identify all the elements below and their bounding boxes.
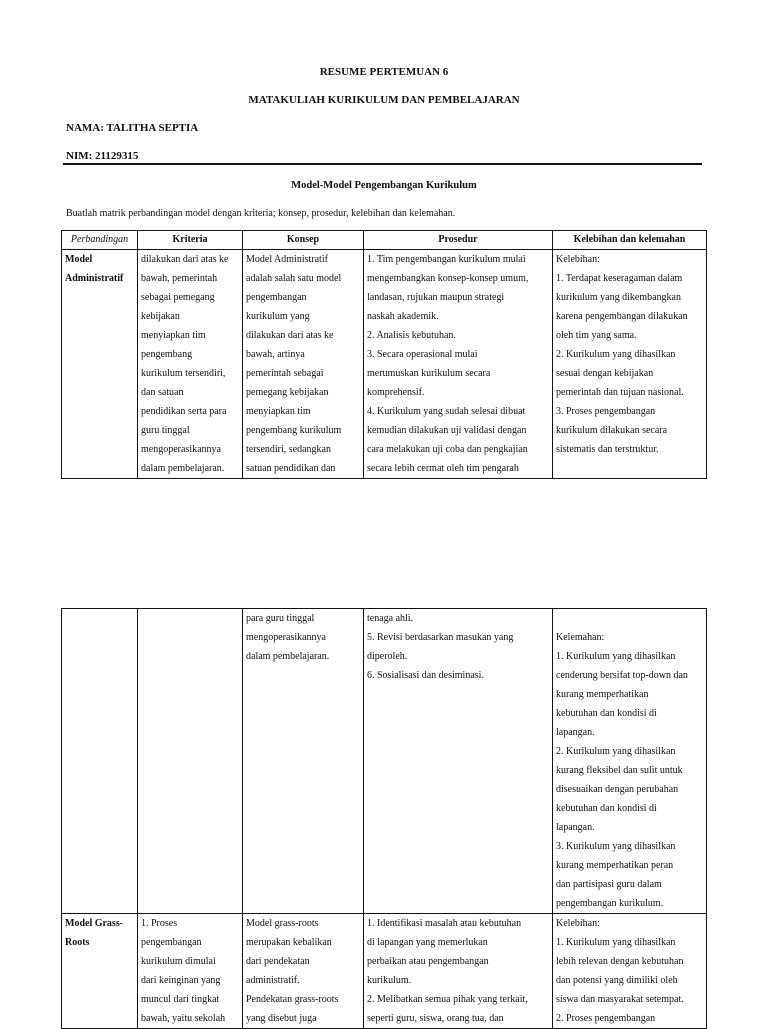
- cell-text-line: dan partisipasi guru dalam: [556, 879, 662, 890]
- cell-text-line: 1. Tim pengembangan kurikulum mulai: [367, 254, 526, 265]
- cell-text-line: 1. Terdapat keseragaman dalam: [556, 273, 683, 284]
- cell-text-line: cara melakukan uji coba dan pengkajian: [367, 444, 528, 455]
- cell-text-line: kurikulum tersendiri,: [141, 368, 226, 379]
- cell-text-line: bawah, yaitu sekolah: [141, 1013, 226, 1024]
- cell-text-line: lapangan.: [556, 822, 595, 833]
- cell-text-line: kurikulum yang: [246, 311, 310, 322]
- kelebihan-cell: [553, 914, 707, 1029]
- cell-text-line: lapangan.: [556, 727, 595, 738]
- prosedur-cell: [364, 914, 553, 1029]
- cell-text-line: 1. Kurikulum yang dihasilkan: [556, 651, 676, 662]
- cell-text-line: kurikulum.: [367, 975, 412, 986]
- cell-text-line: diperoleh.: [367, 651, 408, 662]
- konsep-cell: [243, 250, 364, 479]
- comparison-table-part-2: [61, 608, 707, 1029]
- cell-text-line: secara lebih cermat oleh tim pengarah: [367, 463, 519, 474]
- cell-text-line: dari keinginan yang: [141, 975, 221, 986]
- cell-text-line: muncul dari tingkat: [141, 994, 220, 1005]
- row-label-cell: [62, 609, 138, 914]
- cell-text-line: dan satuan: [141, 387, 184, 398]
- cell-text-line: mengoperasikannya: [246, 632, 326, 643]
- cell-text-line: 2. Kurikulum yang dihasilkan: [556, 349, 676, 360]
- cell-text-line: menyiapkan tim: [141, 330, 206, 341]
- cell-text-line: seperti guru, siswa, orang tua, dan: [367, 1013, 504, 1024]
- konsep-cell: [243, 609, 364, 914]
- cell-text-line: 2. Melibatkan semua pihak yang terkait,: [367, 994, 528, 1005]
- cell-text-line: landasan, rujukan maupun strategi: [367, 292, 505, 303]
- cell-text-line: dilakukan dari atas ke: [246, 330, 334, 341]
- cell-text-line: komprehensif.: [367, 387, 425, 398]
- column-header: Prosedur: [364, 231, 553, 250]
- cell-text-line: kebijakan: [141, 311, 180, 322]
- course-title: MATAKULIAH KURIKULUM DAN PEMBELAJARAN: [248, 94, 520, 106]
- cell-text-line: merupakan kebalikan: [246, 937, 332, 948]
- cell-text-line: mengoperasikannya: [141, 444, 221, 455]
- cell-text-line: pemerintah sebagai: [246, 368, 324, 379]
- cell-text-line: adalah salah satu model: [246, 273, 342, 284]
- cell-text-line: 1. Identifikasi masalah atau kebutuhan: [367, 918, 522, 929]
- row-label: Administratif: [65, 273, 124, 284]
- cell-text-line: Model Administratif: [246, 254, 328, 265]
- cell-text-line: tenaga ahli.: [367, 613, 414, 624]
- column-header: Konsep: [243, 231, 364, 250]
- cell-text-line: administratif.: [246, 975, 300, 986]
- cell-text-line: pengembangan: [141, 937, 202, 948]
- row-label-cell: [62, 250, 138, 479]
- cell-text-line: menyiapkan tim: [246, 406, 311, 417]
- column-header: Kriteria: [138, 231, 243, 250]
- student-nim: NIM: 21129315: [66, 150, 139, 162]
- cell-text-line: oleh tim yang sama.: [556, 330, 637, 341]
- table-row-administratif-continued: [62, 609, 707, 914]
- prosedur-cell: [364, 250, 553, 479]
- cell-text-line: 1. Proses: [141, 918, 178, 929]
- cell-text-line: 3. Kurikulum yang dihasilkan: [556, 841, 676, 852]
- cell-text-line: siswa dan masyarakat setempat.: [556, 994, 684, 1005]
- cell-text-line: pengembangan: [246, 292, 307, 303]
- cell-text-line: para guru tinggal: [246, 613, 315, 624]
- cell-text-line: Pendekatan grass-roots: [246, 994, 339, 1005]
- row-label: Model: [65, 254, 93, 265]
- column-header: Kelebihan dan kelemahan: [553, 231, 707, 250]
- cell-text-line: kurang memperhatikan: [556, 689, 649, 700]
- kelemahan-cell: [553, 609, 707, 914]
- cell-text-line: Kelebihan:: [556, 254, 600, 265]
- cell-text-line: sistematis dan terstruktur.: [556, 444, 659, 455]
- table-row-administratif: [62, 250, 707, 479]
- row-label-cell: [62, 914, 138, 1029]
- cell-text-line: naskah akademik.: [367, 311, 439, 322]
- row-label: Roots: [65, 937, 90, 948]
- cell-text-line: di lapangan yang memerlukan: [367, 937, 488, 948]
- cell-text-line: pendidikan serta para: [141, 406, 227, 417]
- cell-text-line: sesuai dengan kebijakan: [556, 368, 654, 379]
- cell-text-line: kurikulum dilakukan secara: [556, 425, 668, 436]
- cell-text-line: 3. Proses pengembangan: [556, 406, 656, 417]
- cell-text-line: bawah, pemerintah: [141, 273, 218, 284]
- cell-text-line: kebutuhan dan kondisi di: [556, 803, 657, 814]
- cell-text-line: dilakukan dari atas ke: [141, 254, 229, 265]
- cell-text-line: guru tinggal: [141, 425, 190, 436]
- cell-text-line: pengembangan kurikulum.: [556, 898, 664, 909]
- cell-text-line: yang disebut juga: [246, 1013, 317, 1024]
- cell-text-line: Kelemahan:: [556, 632, 605, 643]
- kriteria-cell: [138, 250, 243, 479]
- cell-text-line: pemegang kebijakan: [246, 387, 329, 398]
- cell-text-line: pemerintah dan tujuan nasional.: [556, 387, 684, 398]
- konsep-cell: [243, 914, 364, 1029]
- instruction-text: Buatlah matrik perbandingan model dengan kriteria; konsep, prosedur, kelebihan dan kelemahan.: [66, 208, 456, 219]
- table-row-grass-roots: [62, 914, 707, 1029]
- cell-text-line: merumuskan kurikulum secara: [367, 368, 491, 379]
- cell-text-line: 6. Sosialisasi dan desiminasi.: [367, 670, 484, 681]
- prosedur-cell: [364, 609, 553, 914]
- kelebihan-cell: [553, 250, 707, 479]
- cell-text-line: dalam pembelajaran.: [246, 651, 330, 662]
- cell-text-line: perbaikan atau pengembangan: [367, 956, 489, 967]
- section-title: Model-Model Pengembangan Kurikulum: [291, 180, 477, 191]
- cell-text-line: kurang fleksibel dan sulit untuk: [556, 765, 683, 776]
- comparison-table-part-1: [61, 230, 707, 479]
- table-header-row: [62, 231, 707, 250]
- cell-text-line: dari pendekatan: [246, 956, 310, 967]
- row-label: Model Grass-: [65, 918, 124, 929]
- cell-text-line: kemudian dilakukan uji validasi dengan: [367, 425, 527, 436]
- cell-text-line: kebutuhan dan kondisi di: [556, 708, 657, 719]
- cell-text-line: satuan pendidikan dan: [246, 463, 336, 474]
- blank-line: [556, 609, 703, 628]
- document-title: RESUME PERTEMUAN 6: [319, 66, 449, 78]
- cell-text-line: cenderung bersifat top-down dan: [556, 670, 688, 681]
- cell-text-line: 2. Kurikulum yang dihasilkan: [556, 746, 676, 757]
- cell-text-line: kurikulum dimulai: [141, 956, 216, 967]
- cell-text-line: 3. Secara operasional mulai: [367, 349, 478, 360]
- cell-text-line: pengembang: [141, 349, 193, 360]
- cell-text-line: bawah, artinya: [246, 349, 305, 360]
- cell-text-line: dan potensi yang dimiliki oleh: [556, 975, 678, 986]
- cell-text-line: 2. Proses pengembangan: [556, 1013, 656, 1024]
- cell-text-line: dalam pembelajaran.: [141, 463, 225, 474]
- cell-text-line: lebih relevan dengan kebutuhan: [556, 956, 684, 967]
- cell-text-line: 5. Revisi berdasarkan masukan yang: [367, 632, 514, 643]
- cell-text-line: sebagai pemegang: [141, 292, 215, 303]
- cell-text-line: 2. Analisis kebutuhan.: [367, 330, 456, 341]
- cell-text-line: 4. Kurikulum yang sudah selesai dibuat: [367, 406, 526, 417]
- cell-text-line: Kelebihan:: [556, 918, 600, 929]
- cell-text-line: kurikulum yang dikembangkan: [556, 292, 681, 303]
- cell-text-line: 1. Kurikulum yang dihasilkan: [556, 937, 676, 948]
- kriteria-cell: [138, 914, 243, 1029]
- kriteria-cell: [138, 609, 243, 914]
- cell-text-line: kurang memperhatikan peran: [556, 860, 674, 871]
- cell-text-line: tersendiri, sedangkan: [246, 444, 331, 455]
- cell-text-line: disesuaikan dengan perubahan: [556, 784, 679, 795]
- cell-text-line: Model grass-roots: [246, 918, 319, 929]
- student-name: NAMA: TALITHA SEPTIA: [66, 122, 199, 134]
- cell-text-line: pengembang kurikulum: [246, 425, 342, 436]
- column-header: Perbandingan: [62, 231, 138, 250]
- header-rule: [63, 163, 702, 165]
- cell-text-line: mengembangkan konsep-konsep umum,: [367, 273, 529, 284]
- cell-text-line: karena pengembangan dilakukan: [556, 311, 688, 322]
